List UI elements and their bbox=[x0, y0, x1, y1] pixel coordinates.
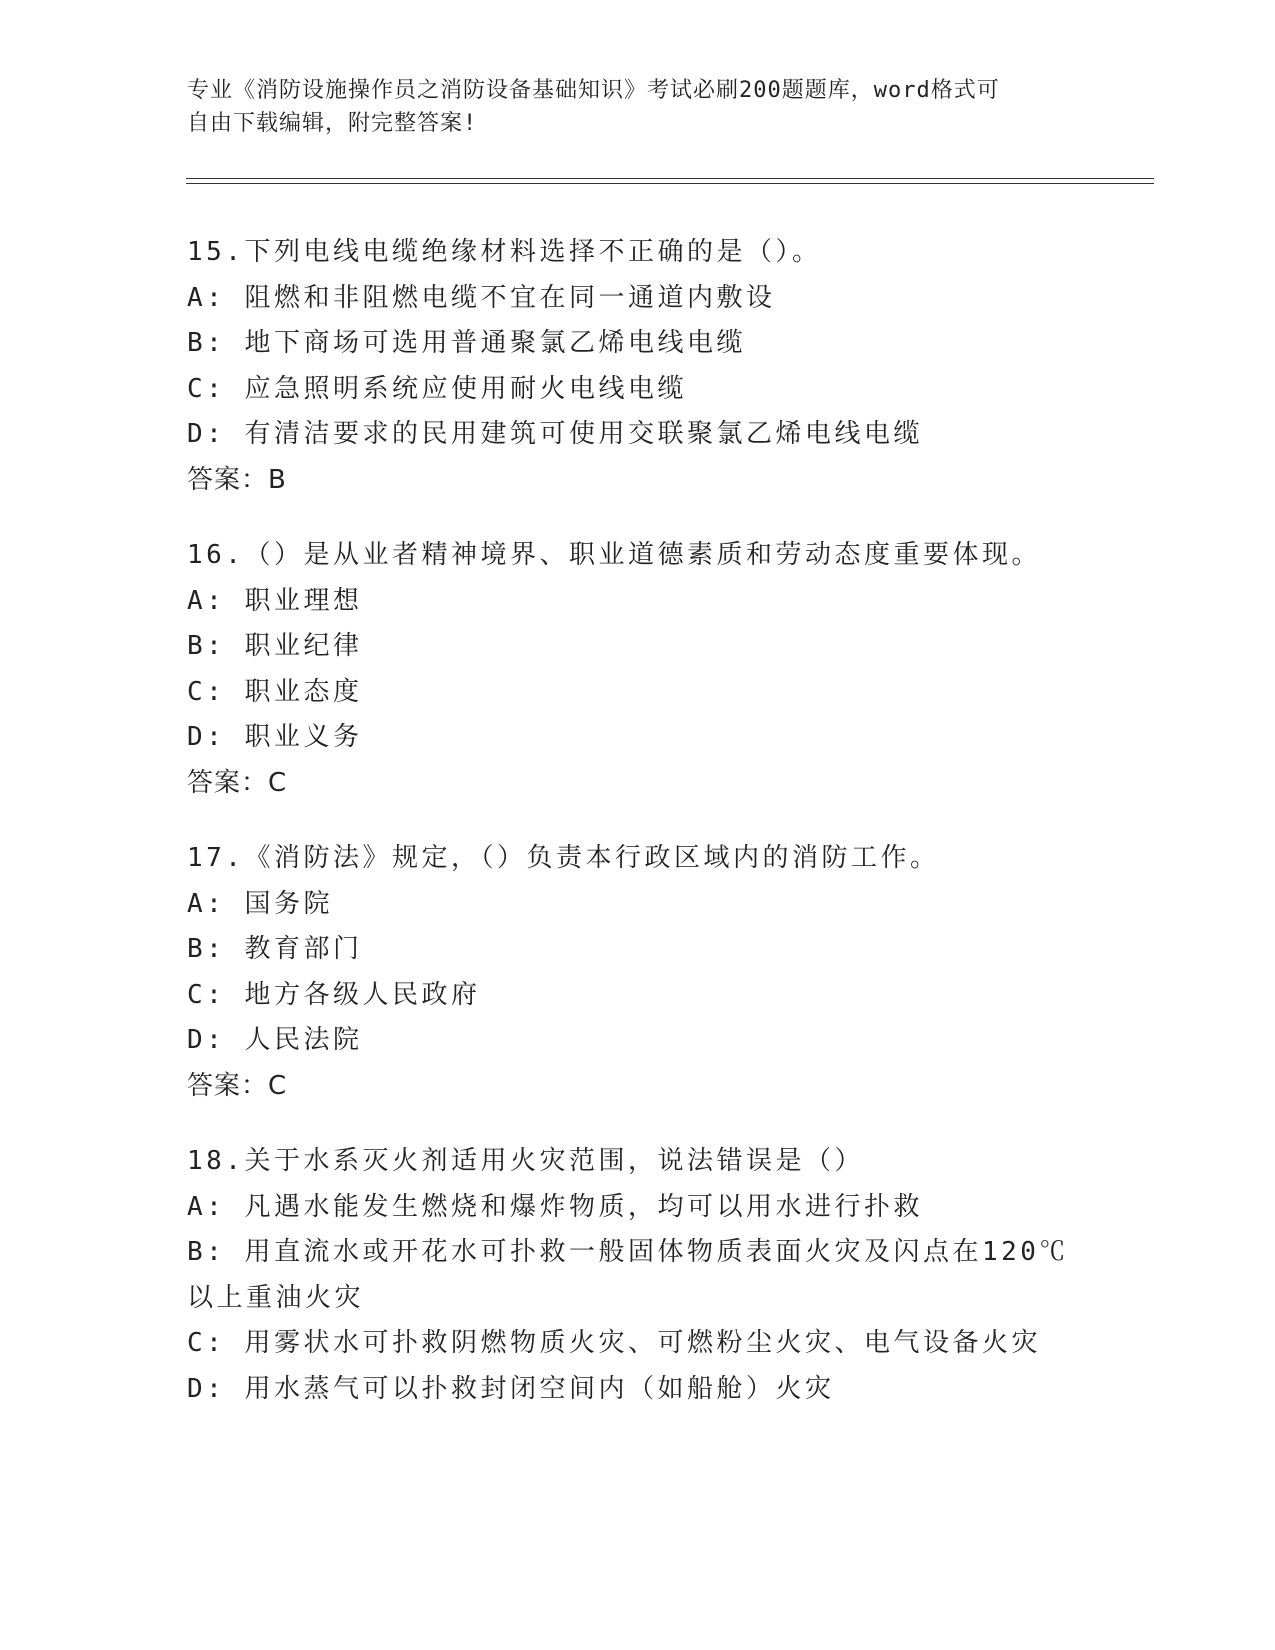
option-b: B: 职业纪律 bbox=[187, 631, 363, 661]
question-18 bbox=[187, 1139, 1087, 1412]
question-stem: 17.《消防法》规定，（）负责本行政区域内的消防工作。 bbox=[187, 843, 940, 873]
option-a: A: 国务院 bbox=[187, 888, 333, 919]
option-b: B: 用直流水或开花水可扑救一般固体物质表面火灾及闪点在120℃以上重油火灾 bbox=[187, 1237, 1069, 1313]
intro-line-1: 专业《消防设施操作员之消防设备基础知识》考试必刷200题题库，word格式可 bbox=[187, 78, 1000, 103]
option-a: A: 凡遇水能发生燃烧和爆炸物质，均可以用水进行扑救 bbox=[187, 1191, 923, 1222]
answer: 答案：C bbox=[187, 1070, 288, 1101]
option-d: D: 有清洁要求的民用建筑可使用交联聚氯乙烯电线电缆 bbox=[187, 419, 923, 449]
option-a: A: 阻燃和非阻燃电缆不宜在同一通道内敷设 bbox=[187, 282, 776, 313]
option-d: D: 职业义务 bbox=[187, 722, 363, 752]
intro-line-2: 自由下载编辑，附完整答案! bbox=[187, 111, 478, 136]
option-b: B: 教育部门 bbox=[187, 934, 363, 964]
option-d: D: 用水蒸气可以扑救封闭空间内（如船舱）火灾 bbox=[187, 1373, 835, 1404]
header-divider-bottom bbox=[186, 183, 1154, 184]
header-divider-top bbox=[186, 178, 1154, 179]
option-b: B: 地下商场可选用普通聚氯乙烯电线电缆 bbox=[187, 328, 746, 358]
question-list bbox=[187, 230, 1087, 1442]
answer: 答案：B bbox=[187, 464, 287, 495]
option-c: C: 用雾状水可扑救阴燃物质火灾、可燃粉尘火灾、电气设备火灾 bbox=[187, 1328, 1041, 1358]
question-stem: 16.（）是从业者精神境界、职业道德素质和劳动态度重要体现。 bbox=[187, 540, 1041, 570]
question-stem: 18.关于水系灭火剂适用火灾范围，说法错误是（） bbox=[187, 1146, 864, 1176]
question-16 bbox=[187, 533, 1087, 806]
answer: 答案：C bbox=[187, 767, 288, 798]
document-intro bbox=[187, 74, 1087, 140]
question-stem: 15.下列电线电缆绝缘材料选择不正确的是（）。 bbox=[187, 237, 822, 267]
option-a: A: 职业理想 bbox=[187, 585, 363, 616]
option-d: D: 人民法院 bbox=[187, 1025, 363, 1055]
option-c: C: 职业态度 bbox=[187, 676, 363, 707]
option-c: C: 应急照明系统应使用耐火电线电缆 bbox=[187, 373, 687, 404]
option-c: C: 地方各级人民政府 bbox=[187, 979, 481, 1010]
question-17 bbox=[187, 836, 1087, 1109]
question-15 bbox=[187, 230, 1087, 503]
